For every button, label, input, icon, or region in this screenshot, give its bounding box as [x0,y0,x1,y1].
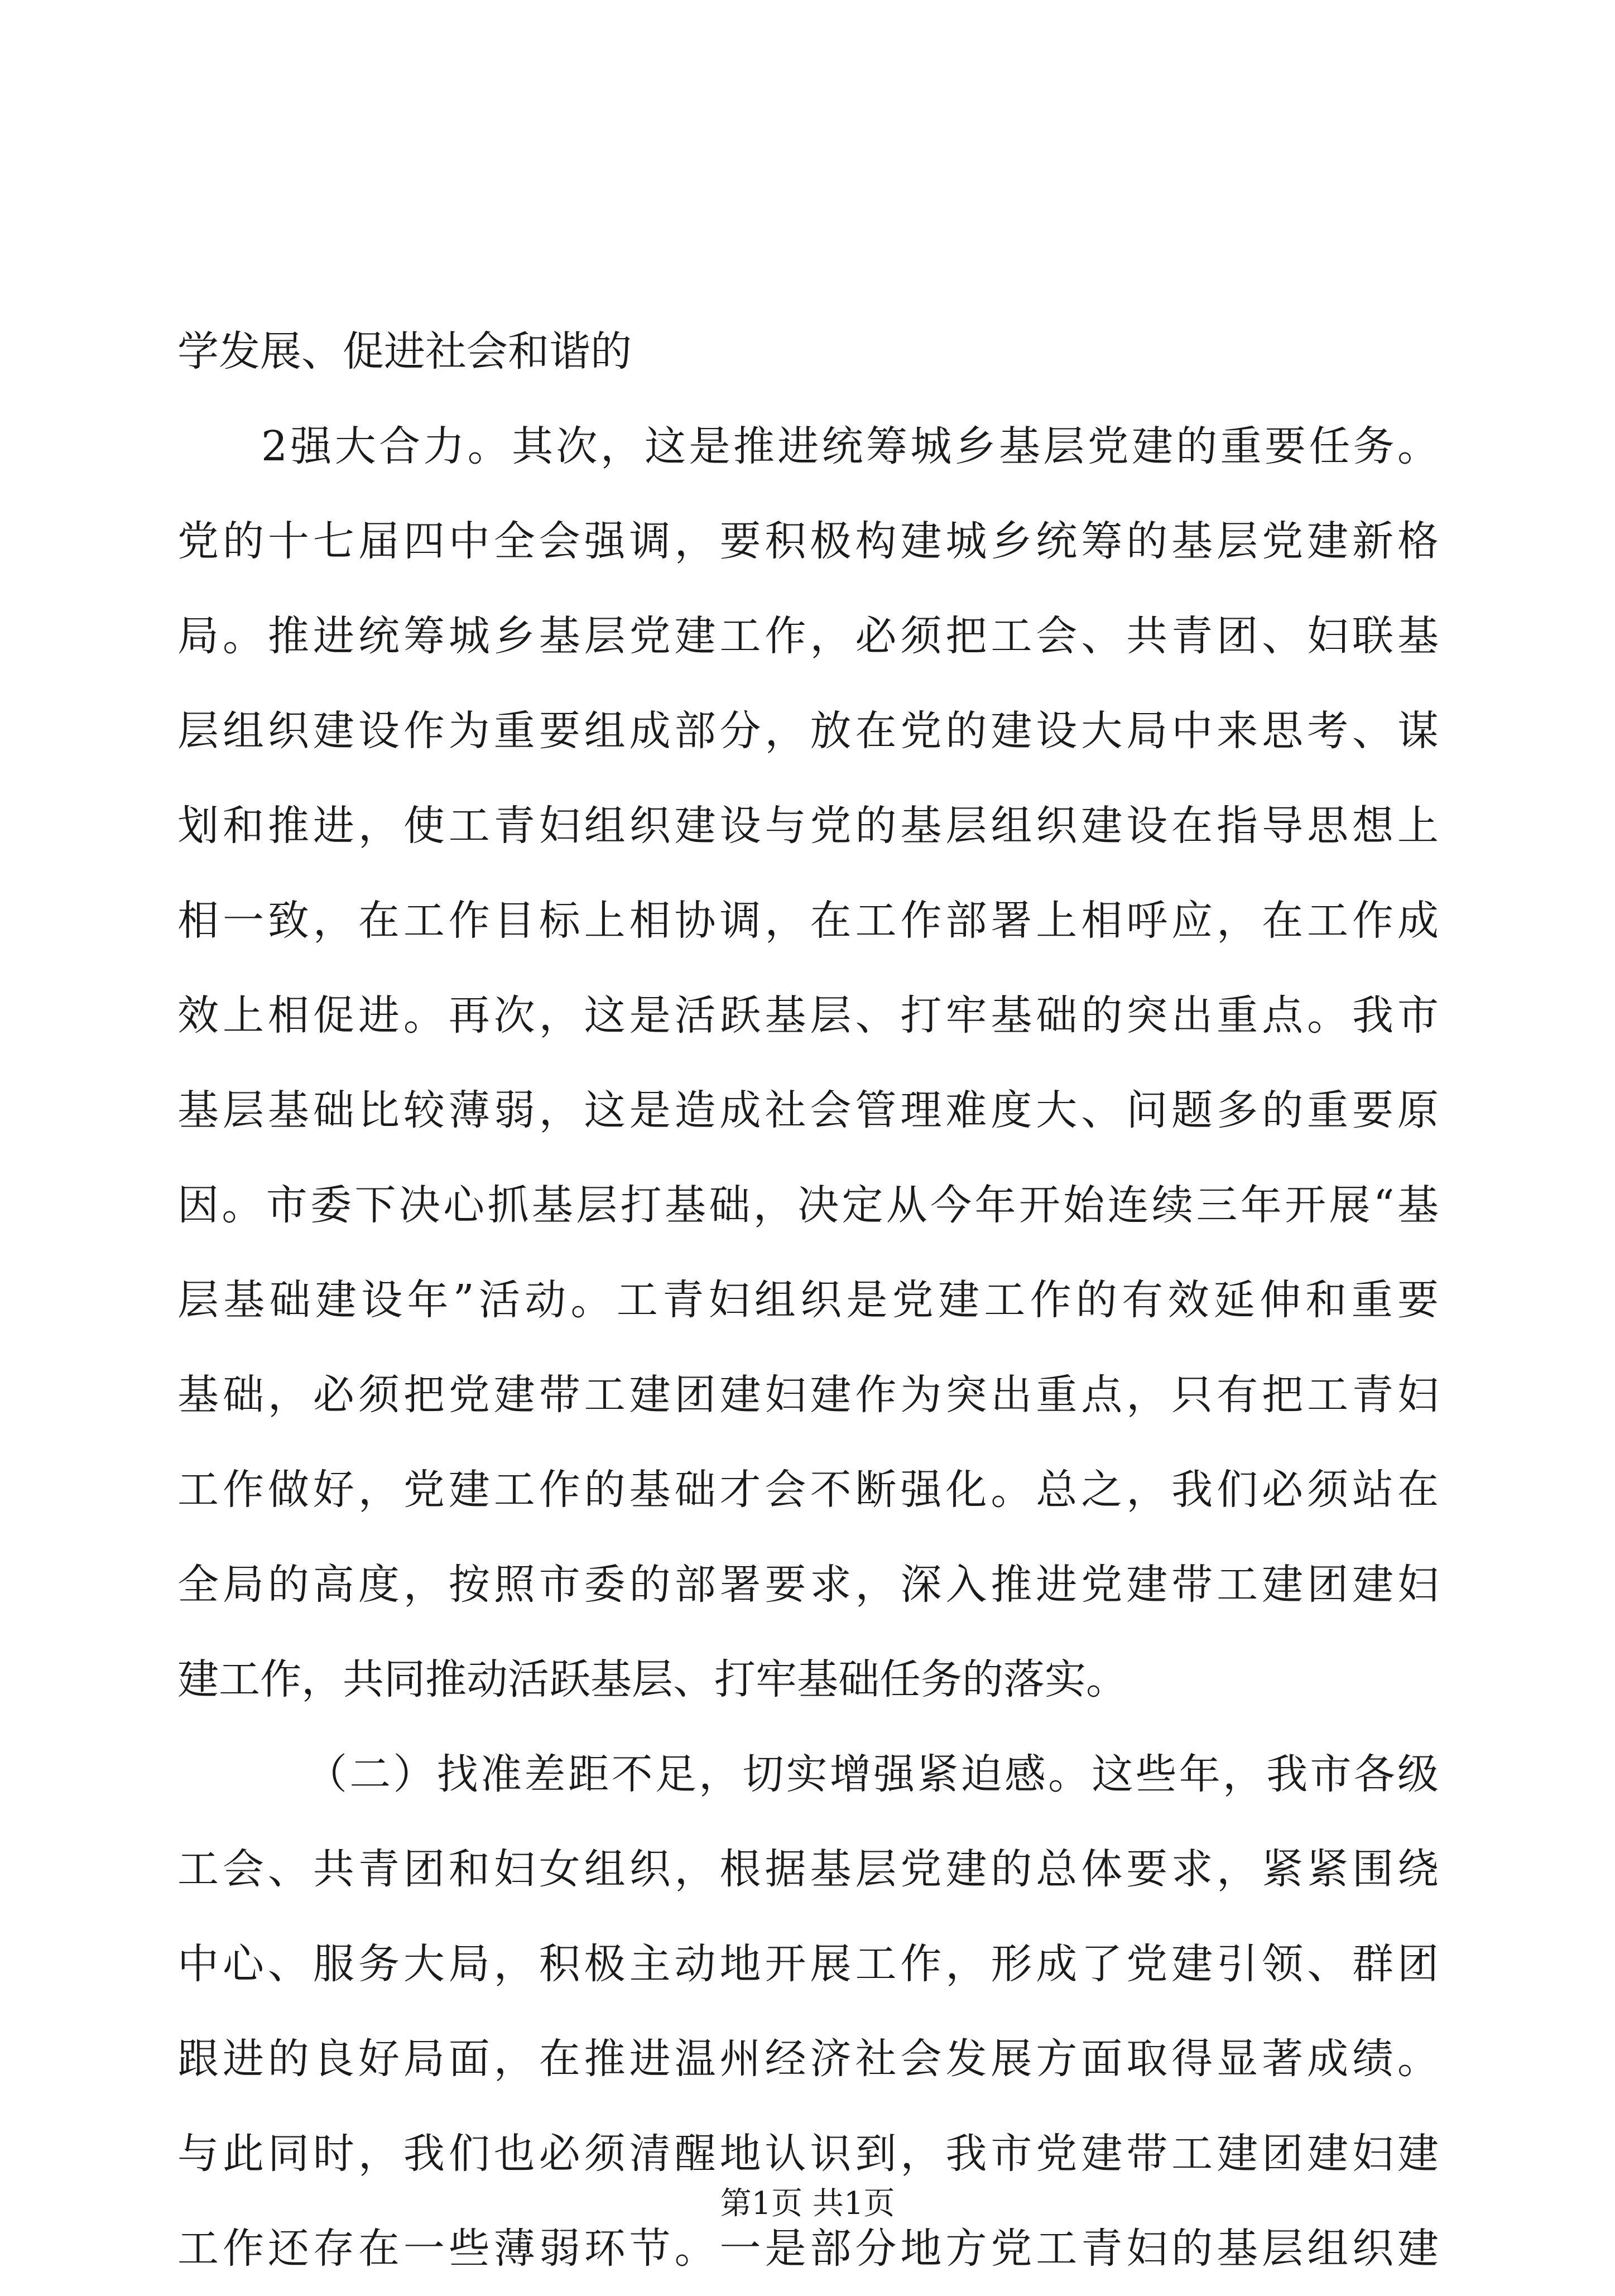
text-line: 效上相促进。再次，这是活跃基层、打牢基础的突出重点。我市 [177,991,1439,1039]
text-line: 建工作，共同推动活跃基层、打牢基础任务的落实。 [177,1655,1127,1703]
text-line: 局。推进统筹城乡基层党建工作，必须把工会、共青团、妇联基 [177,612,1439,660]
text-line: 跟进的良好局面，在推进温州经济社会发展方面取得显著成绩。 [177,2035,1439,2083]
text-line: 党的十七届四中全会强调，要积极构建城乡统筹的基层党建新格 [177,517,1439,565]
text-line: 因。市委下决心抓基层打基础，决定从今年开始连续三年开展“基 [177,1181,1439,1229]
text-line: 全局的高度，按照市委的部署要求，深入推进党建带工建团建妇 [177,1561,1439,1609]
text-line: 基础，必须把党建带工建团建妇建作为突出重点，只有把工青妇 [177,1371,1439,1419]
text-line: （二）找准差距不足，切实增强紧迫感。这些年，我市各级 [306,1750,1439,1798]
text-line: 工会、共青团和妇女组织，根据基层党建的总体要求，紧紧围绕 [177,1845,1439,1893]
text-line: 工作做好，党建工作的基础才会不断强化。总之，我们必须站在 [177,1466,1439,1514]
text-line: 中心、服务大局，积极主动地开展工作，形成了党建引领、群团 [177,1940,1439,1988]
text-line: 与此同时，我们也必须清醒地认识到，我市党建带工建团建妇建 [177,2130,1439,2178]
text-line: 工作还存在一些薄弱环节。一是部分地方党工青妇的基层组织建 [177,2225,1439,2273]
text-line: 学发展、促进社会和谐的 [177,328,632,376]
text-line: 层基础建设年”活动。工青妇组织是党建工作的有效延伸和重要 [177,1276,1439,1324]
text-line: 相一致，在工作目标上相协调，在工作部署上相呼应，在工作成 [177,897,1439,945]
text-line: 划和推进，使工青妇组织建设与党的基层组织建设在指导思想上 [177,802,1439,850]
text-line: 基层基础比较薄弱，这是造成社会管理难度大、问题多的重要原 [177,1086,1439,1134]
text-line: 2强大合力。其次，这是推进统筹城乡基层党建的重要任务。 [261,422,1439,470]
page-footer: 第1页 共1页 [720,2186,895,2222]
text-line: 层组织建设作为重要组成部分，放在党的建设大局中来思考、谋 [177,707,1439,755]
